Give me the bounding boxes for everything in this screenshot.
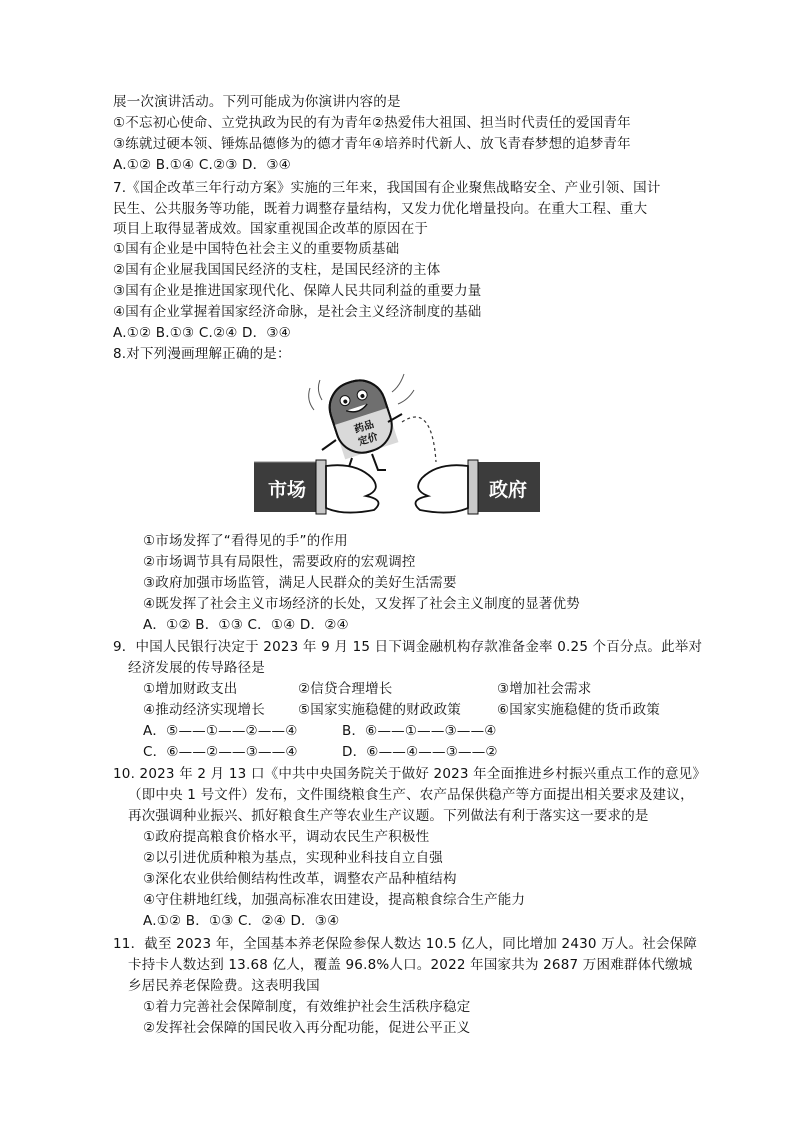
q7-stem-line-3: 项目上取得显著成效。国家重视国企改革的原因在于 bbox=[113, 221, 429, 237]
q10-option-4: ④守住耕地红线，加强高标准农田建设，提高粮食综合生产能力 bbox=[143, 892, 526, 908]
q9-stem-line-2: 经济发展的传导路径是 bbox=[128, 660, 265, 676]
sleeve-label-government: 政府 bbox=[488, 479, 528, 501]
q11-stem-line-3: 乡居民养老保险费。这表明我国 bbox=[128, 978, 320, 994]
q7-option-4: ④国有企业掌握着国家经济命脉，是社会主义经济制度的基础 bbox=[113, 304, 482, 320]
q11-option-2: ②发挥社会保障的国民收入再分配功能，促进公平正义 bbox=[143, 1020, 471, 1036]
q9-choice-d: D．⑥——④——③——② bbox=[342, 744, 498, 760]
q9-option-2: ②信贷合理增长 bbox=[298, 681, 393, 697]
q9-choice-c: C．⑥——②——③——④ bbox=[143, 744, 298, 760]
q8-choices: A．①② B．①③ C．①④ D．②④ bbox=[143, 617, 349, 633]
q11-option-1: ①着力完善社会保障制度，有效维护社会生活秩序稳定 bbox=[143, 999, 471, 1015]
q10-choices: A.①② B．①③ C．②④ D．③④ bbox=[143, 913, 340, 929]
q11-stem-line-2: 卡持卡人数达到 13.68 亿人，覆盖 96.8%人口。2022 年国家共为 2687 万困难群体代缴城 bbox=[128, 957, 693, 973]
q9-option-5: ⑤国家实施稳健的财政政策 bbox=[298, 702, 462, 718]
q9-stem-line-1: 9．中国人民银行决定于 2023 年 9 月 15 日下调金融机构存款准备金率 0.25 个百分点。此举对 bbox=[113, 639, 703, 655]
q7-stem-line-1: 7.《国企改革三年行动方案》实施的三年来，我国国有企业聚焦战略安全、产业引领、国计 bbox=[113, 180, 661, 196]
q8-cartoon bbox=[252, 362, 542, 524]
q7-stem-line-2: 民生、公共服务等功能，既着力调整存量结构，又发力优化增量投向。在重大工程、重大 bbox=[113, 201, 648, 217]
pill-character bbox=[323, 374, 399, 460]
q9-choices-row-1 bbox=[0, 721, 794, 741]
q9-option-1: ①增加财政支出 bbox=[143, 681, 238, 697]
q7-option-2: ②国有企业屉我国国民经济的支柱，是国民经济的主体 bbox=[113, 262, 441, 278]
q7-option-1: ①国有企业是中国特色社会主义的重要物质基础 bbox=[113, 241, 400, 257]
q8-option-4: ④既发挥了社会主义市场经济的长处，又发挥了社会主义制度的显著优势 bbox=[143, 596, 581, 612]
q6-option-line-1: ①不忘初心使命、立党执政为民的有为青年②热爱伟大祖国、担当时代责任的爱国青年 bbox=[113, 115, 631, 131]
pill-label-1: 药品 bbox=[353, 419, 376, 436]
q7-choices: A.①② B.①③ C.②④ D．③④ bbox=[113, 325, 291, 341]
q6-stem: 展一次演讲活动。下列可能成为你演讲内容的是 bbox=[113, 94, 401, 110]
q10-option-1: ①政府提高粮食价格水平，调动农民生产积极性 bbox=[143, 829, 430, 845]
q8-stem: 8.对下列漫画理解正确的是： bbox=[113, 346, 291, 362]
q10-stem-line-2: （即中央 1 号文件）发布，文件围绕粮食生产、农产品保供稳产等方面提出相关要求及建议， bbox=[128, 787, 694, 803]
q9-options-row-2 bbox=[0, 700, 794, 720]
q6-choices: A.①② B.①④ C.②③ D．③④ bbox=[113, 157, 291, 173]
q9-choice-a: A．⑤——①——②——④ bbox=[143, 723, 298, 739]
q8-option-1: ①市场发挥了“看得见的手”的作用 bbox=[143, 533, 348, 549]
q9-choice-b: B．⑥——①——③——④ bbox=[342, 723, 497, 739]
q8-option-2: ②市场调节具有局限性，需要政府的宏观调控 bbox=[143, 554, 416, 570]
q9-option-4: ④推动经济实现增长 bbox=[143, 702, 265, 718]
q9-option-3: ③增加社会需求 bbox=[497, 681, 592, 697]
q10-stem-line-1: 10. 2023 年 2 月 13 口《中共中央国务院关于做好 2023 年全面推进乡村振兴重点工作的意见》 bbox=[113, 766, 707, 782]
q10-option-3: ③深化农业供给侧结构性改革，调整农产品种植结构 bbox=[143, 871, 457, 887]
sleeve-label-market: 市场 bbox=[267, 479, 307, 501]
q10-option-2: ②以引进优质种粮为基点，实现种业科技自立自强 bbox=[143, 850, 444, 866]
q8-option-3: ③政府加强市场监管，满足人民群众的美好生活需要 bbox=[143, 575, 457, 591]
q9-option-6: ⑥国家实施稳健的货币政策 bbox=[497, 702, 661, 718]
pill-label-2: 定价 bbox=[357, 431, 380, 449]
q6-option-line-2: ③练就过硬本领、锤炼品德修为的德才青年④培养时代新人、放飞青春梦想的追梦青年 bbox=[113, 136, 631, 152]
q9-options-row-1 bbox=[0, 679, 794, 699]
q9-choices-row-2 bbox=[0, 742, 794, 762]
q7-option-3: ③国有企业是推进国家现代化、保障人民共同利益的重要力量 bbox=[113, 283, 482, 299]
q11-stem-line-1: 11．截至 2023 年，全国基本养老保险参保人数达 10.5 亿人，同比增加 2430 万人。社会保障 bbox=[113, 936, 698, 952]
q10-stem-line-3: 再次强调种业振兴、抓好粮食生产等农业生产议题。下列做法有利于落实这一要求的是 bbox=[128, 808, 649, 824]
